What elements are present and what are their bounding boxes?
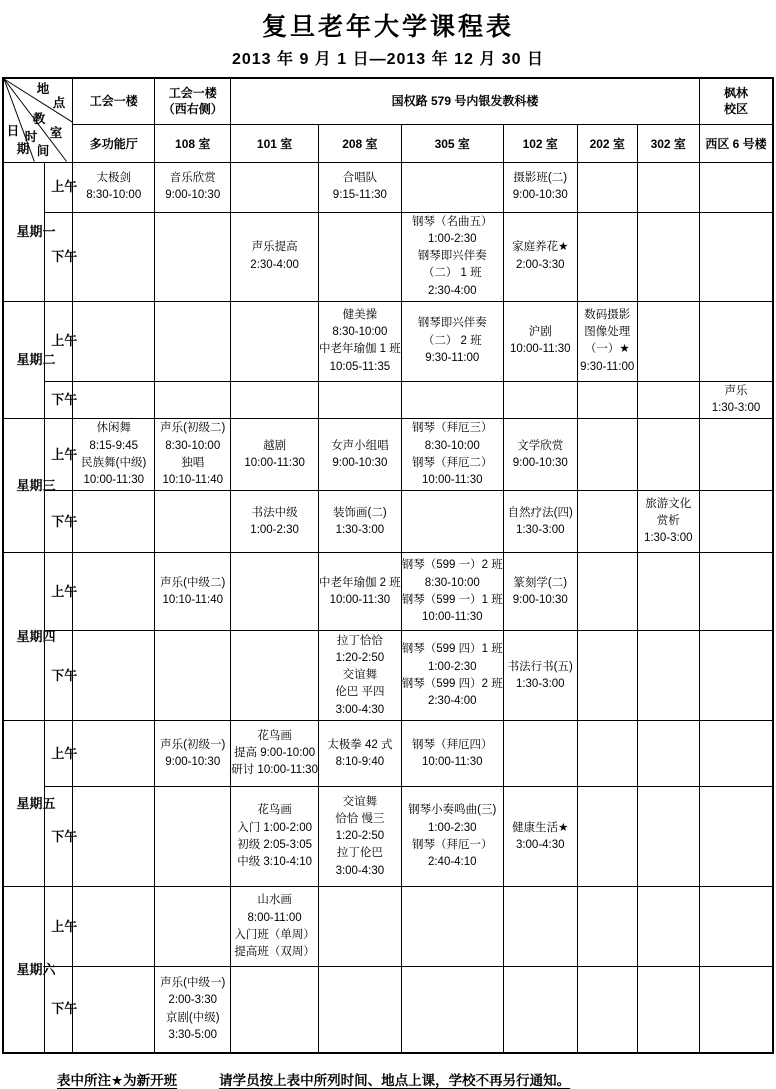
time-label-text: 上午 [51, 918, 78, 934]
schedule-cell [155, 631, 231, 721]
day-label-text: 星期三 [16, 478, 56, 494]
course-line: 钢琴即兴伴奏 [417, 317, 487, 330]
schedule-cell [577, 212, 637, 301]
schedule-cell [637, 381, 699, 419]
corner-label-char: 点 [52, 96, 66, 110]
schedule-cell [577, 887, 637, 967]
course-line: 3:30-5:00 [168, 1028, 218, 1041]
time-label-text: 下午 [51, 513, 78, 529]
course-line: 1:00-2:30 [427, 232, 477, 245]
location-header-line: 国权路 579 号内银发教科楼 [391, 94, 539, 109]
schedule-cell [401, 491, 503, 553]
course-line: 9:00-10:30 [332, 456, 388, 469]
schedule-cell [503, 721, 577, 787]
course-line: 8:30-10:00 [424, 439, 480, 452]
course-line: 3:00-4:30 [335, 703, 385, 716]
schedule-cell [577, 419, 637, 491]
schedule-cell [503, 212, 577, 301]
schedule-cell [318, 887, 401, 967]
schedule-cell [699, 887, 773, 967]
course-line: 9:00-10:30 [165, 189, 221, 201]
schedule-cell [577, 491, 637, 553]
course-line: 钢琴（599 四）2 班 [401, 677, 503, 690]
course-line: 钢琴（599 一）2 班 [401, 559, 503, 572]
schedule-cell [401, 787, 503, 887]
schedule-cell [699, 301, 773, 381]
course-line: 数码摄影 [584, 308, 631, 321]
course-line: 1:20-2:50 [335, 651, 385, 664]
schedule-cell [318, 381, 401, 419]
schedule-title: 复旦老年大学课程表 [261, 13, 514, 41]
schedule-cell [155, 553, 231, 631]
schedule-cell [73, 491, 155, 553]
day-label [3, 721, 56, 887]
course-line: 2:00-3:30 [515, 258, 565, 271]
schedule-cell [401, 162, 503, 212]
course-line: 声乐(初级二) [160, 422, 226, 435]
time-label-text: 上午 [51, 178, 78, 194]
schedule-cell [231, 491, 319, 553]
room-header: 多功能厅 [73, 124, 155, 162]
course-line: 钢琴（拜厄一） [412, 838, 493, 851]
schedule-cell [699, 721, 773, 787]
course-line: 2:30-4:00 [250, 258, 299, 271]
course-line: 太极拳 42 式 [327, 738, 393, 751]
course-line: 10:00-11:30 [244, 456, 305, 469]
schedule-cell [637, 967, 699, 1053]
schedule-cell [503, 787, 577, 887]
schedule-cell [318, 162, 401, 212]
schedule-cell [318, 721, 401, 787]
schedule-cell [401, 553, 503, 631]
time-label-text: 下午 [51, 828, 78, 844]
schedule-cell [155, 419, 231, 491]
course-line: 伦巴 平四 [335, 686, 385, 699]
day-label [3, 301, 56, 419]
course-line: 9:00-10:30 [512, 189, 568, 201]
course-line: 1:00-2:30 [427, 660, 477, 673]
time-label-text: 下午 [51, 667, 78, 683]
room-header: 101 室 [231, 124, 319, 162]
course-line: 8:30-10:00 [332, 326, 388, 338]
day-label [3, 887, 56, 1053]
course-line: 健康生活★ [512, 821, 569, 834]
course-line: 书法中级 [251, 506, 298, 519]
course-line: 8:10-9:40 [335, 755, 385, 768]
schedule-cell [73, 721, 155, 787]
schedule-subtitle: 2013 年 9 月 1 日—2013 年 12 月 30 日 [231, 51, 545, 68]
course-line: 恰恰 慢三 [335, 812, 385, 825]
schedule-table-host [0, 77, 776, 1054]
location-header-line: 校区 [723, 102, 748, 117]
footer-note-2: 请学员按上表中所列时间、地点上课，学校不再另行通知。 [219, 1072, 571, 1088]
schedule-cell [155, 301, 231, 381]
time-label-text: 下午 [51, 1001, 78, 1017]
course-line: 钢琴（599 四）1 班 [401, 643, 503, 656]
time-label-text: 上午 [51, 446, 78, 462]
course-line: 2:30-4:00 [427, 284, 477, 297]
time-label-text: 上午 [51, 745, 78, 761]
course-line: 10:10-11:40 [162, 474, 223, 486]
schedule-cell [401, 419, 503, 491]
schedule-cell [699, 212, 773, 301]
schedule-cell [699, 787, 773, 887]
schedule-cell [73, 631, 155, 721]
course-line: 9:00-10:30 [512, 593, 568, 606]
room-header: 102 室 [503, 124, 577, 162]
schedule-cell [577, 162, 637, 212]
day-label [3, 553, 56, 721]
location-header [73, 78, 155, 124]
course-line: 文学欣赏 [517, 439, 564, 452]
day-label [3, 162, 56, 301]
course-line: （二） 2 班 [422, 334, 482, 347]
day-label-text: 星期六 [16, 961, 56, 977]
schedule-cell [155, 721, 231, 787]
schedule-cell [699, 967, 773, 1053]
course-line: 拉丁伦巴 [336, 847, 383, 860]
course-line: 提高 9:00-10:00 [234, 747, 316, 760]
course-line: 2:30-4:00 [427, 695, 477, 707]
course-line: 中级 3:10-4:10 [237, 856, 312, 868]
schedule-cell [231, 721, 319, 787]
schedule-cell [637, 553, 699, 631]
course-line: 2:00-3:30 [168, 994, 218, 1007]
schedule-cell [155, 381, 231, 419]
schedule-cell [637, 301, 699, 381]
course-line: 10:00-11:30 [83, 474, 144, 486]
course-line: 篆刻学(二) [513, 576, 568, 589]
schedule-cell [577, 553, 637, 631]
schedule-cell [503, 491, 577, 553]
course-line: 中老年瑜伽 1 班 [318, 343, 401, 356]
schedule-cell [503, 381, 577, 419]
course-line: 太极剑 [96, 171, 131, 184]
time-label-text: 下午 [51, 391, 78, 407]
course-line: 摄影班(二) [513, 171, 568, 184]
schedule-cell [637, 162, 699, 212]
schedule-cell [231, 301, 319, 381]
course-line: 中老年瑜伽 2 班 [318, 576, 401, 589]
schedule-cell [577, 631, 637, 721]
course-line: 8:30-10:00 [424, 576, 480, 589]
course-line: 8:30-10:00 [86, 189, 142, 201]
schedule-cell [503, 631, 577, 721]
location-header-line: 枫林 [723, 86, 748, 101]
schedule-cell [699, 162, 773, 212]
schedule-cell [699, 553, 773, 631]
schedule-cell [699, 381, 773, 419]
schedule-cell [318, 212, 401, 301]
schedule-cell [401, 212, 503, 301]
schedule-cell [73, 787, 155, 887]
schedule-cell [318, 419, 401, 491]
schedule-cell [318, 491, 401, 553]
schedule-cell [401, 887, 503, 967]
course-line: 山水画 [257, 894, 292, 907]
room-header: 西区 6 号楼 [699, 124, 773, 162]
course-line: 花鸟画 [257, 804, 292, 817]
course-line: 钢琴小奏鸣曲(三) [408, 804, 497, 817]
course-line: 10:00-11:30 [421, 611, 483, 623]
time-label [45, 631, 78, 721]
course-line: 9:30-11:00 [580, 360, 635, 373]
course-line: 家庭养花★ [512, 241, 569, 254]
course-line: 声乐(中级二) [160, 576, 226, 589]
schedule-cell [637, 787, 699, 887]
course-line: 京剧(中级) [165, 1011, 220, 1024]
schedule-cell [401, 301, 503, 381]
course-line: 1:00-2:30 [427, 821, 477, 834]
corner-label-char: 时 [24, 130, 38, 144]
course-line: 交谊舞 [342, 795, 378, 808]
course-line: 休闲舞 [96, 422, 131, 435]
course-line: 1:20-2:50 [335, 830, 385, 843]
course-line: 10:00-11:30 [421, 474, 483, 486]
time-label-text: 下午 [51, 248, 78, 264]
location-header [699, 78, 773, 124]
time-label [45, 381, 78, 419]
time-label [45, 887, 78, 967]
course-line: 提高班（双周） [234, 946, 315, 958]
course-line: 钢琴（拜厄二） [412, 456, 493, 469]
schedule-cell [637, 631, 699, 721]
course-line: 声乐 [724, 384, 748, 397]
schedule-cell [637, 887, 699, 967]
course-line: 10:00-11:30 [421, 755, 483, 768]
location-header [231, 78, 700, 124]
footer [0, 1069, 776, 1089]
schedule-cell [231, 162, 319, 212]
time-label [45, 553, 78, 631]
schedule-cell [637, 212, 699, 301]
time-label [45, 491, 78, 553]
schedule-cell [73, 419, 155, 491]
course-line: （二） 1 班 [422, 267, 482, 280]
course-line: 1:00-2:30 [250, 523, 299, 536]
course-line: 1:30-3:00 [643, 532, 693, 545]
corner-label-char: 地 [36, 82, 50, 96]
location-header-line: （西右侧） [162, 102, 223, 117]
course-line: 合唱队 [342, 171, 378, 184]
course-line: 钢琴（拜厄三） [412, 422, 493, 435]
course-line: 入门 1:00-2:00 [237, 821, 312, 834]
course-line: 9:15-11:30 [332, 189, 387, 201]
schedule-cell [318, 301, 401, 381]
course-line: 研讨 10:00-11:30 [231, 764, 318, 777]
schedule-cell [401, 381, 503, 419]
schedule-cell [503, 162, 577, 212]
course-line: 女声小组唱 [331, 439, 389, 452]
schedule-cell [73, 381, 155, 419]
course-line: 声乐(初级一) [160, 738, 226, 751]
schedule-cell [577, 301, 637, 381]
schedule-cell [318, 553, 401, 631]
schedule-cell [503, 553, 577, 631]
course-line: 9:30-11:00 [425, 351, 480, 364]
course-line: 健美操 [342, 308, 378, 321]
schedule-cell [577, 721, 637, 787]
course-line: 1:30-3:00 [711, 402, 761, 414]
schedule-cell [699, 491, 773, 553]
schedule-cell [699, 419, 773, 491]
schedule-cell [577, 967, 637, 1053]
course-line: 钢琴即兴伴奏 [417, 250, 487, 262]
schedule-cell [637, 721, 699, 787]
schedule-cell [73, 301, 155, 381]
schedule-cell [637, 491, 699, 553]
schedule-cell [231, 967, 319, 1053]
course-line: 交谊舞 [342, 669, 378, 682]
location-header [155, 78, 231, 124]
schedule-cell [155, 162, 231, 212]
course-line: 装饰画(二) [333, 506, 387, 519]
course-line: 书法行书(五) [507, 660, 573, 673]
course-line: 越剧 [263, 439, 287, 452]
course-line: 1:30-3:00 [335, 523, 385, 536]
course-line: 花鸟画 [257, 729, 292, 742]
course-line: 赏析 [656, 515, 680, 528]
schedule-cell [577, 381, 637, 419]
schedule-cell [155, 967, 231, 1053]
course-line: 民族舞(中级) [81, 456, 147, 469]
course-line: 自然疗法(四) [507, 506, 573, 519]
schedule-cell [231, 419, 319, 491]
day-label [3, 419, 56, 553]
schedule-cell [231, 212, 319, 301]
room-header: 305 室 [401, 124, 503, 162]
schedule-cell [318, 787, 401, 887]
course-line: 3:00-4:30 [515, 838, 565, 851]
schedule-cell [318, 967, 401, 1053]
schedule-cell [231, 631, 319, 721]
course-line: 2:40-4:10 [427, 856, 477, 868]
course-line: 沪剧 [528, 326, 552, 338]
room-header: 108 室 [155, 124, 231, 162]
course-line: 8:00-11:00 [247, 911, 302, 924]
course-line: 3:00-4:30 [335, 864, 385, 877]
schedule-cell [155, 887, 231, 967]
schedule-cell [503, 419, 577, 491]
course-line: 10:00-11:30 [509, 343, 571, 356]
course-line: 8:30-10:00 [165, 439, 221, 452]
corner-label-char: 教 [32, 112, 46, 126]
course-line: 8:15-9:45 [89, 439, 139, 452]
schedule-cell [503, 887, 577, 967]
corner-label-char: 室 [49, 126, 63, 140]
location-header-line: 工会一楼 [168, 86, 217, 101]
schedule-table [2, 77, 775, 1054]
course-line: 10:00-11:30 [329, 593, 391, 606]
room-header: 208 室 [318, 124, 401, 162]
schedule-cell [155, 491, 231, 553]
course-line: 音乐欣赏 [169, 171, 216, 184]
course-line: 9:00-10:30 [512, 456, 568, 469]
schedule-cell [637, 419, 699, 491]
day-label-text: 星期一 [16, 223, 56, 239]
course-line: 图像处理 [584, 326, 631, 338]
day-label-text: 星期二 [16, 352, 56, 368]
course-line: 1:30-3:00 [515, 677, 565, 690]
course-line: 钢琴（名曲五） [412, 215, 493, 228]
footer-note-1: 表中所注★为新开班 [57, 1072, 178, 1088]
course-line: 声乐(中级一) [160, 977, 226, 989]
corner-label-char: 期 [16, 142, 30, 156]
time-label [45, 721, 78, 787]
course-line: 1:30-3:00 [515, 523, 565, 536]
time-label [45, 162, 78, 212]
schedule-cell [577, 787, 637, 887]
room-header: 202 室 [577, 124, 637, 162]
schedule-cell [73, 212, 155, 301]
schedule-cell [401, 631, 503, 721]
course-line: 独唱 [181, 456, 205, 469]
schedule-cell [231, 553, 319, 631]
course-line: 初级 2:05-3:05 [237, 838, 312, 851]
schedule-cell [231, 381, 319, 419]
schedule-cell [73, 162, 155, 212]
location-header-line: 工会一楼 [89, 94, 138, 109]
schedule-cell [503, 967, 577, 1053]
schedule-cell [155, 787, 231, 887]
schedule-cell [318, 631, 401, 721]
room-header: 302 室 [637, 124, 699, 162]
schedule-cell [73, 553, 155, 631]
schedule-cell [231, 787, 319, 887]
schedule-cell [155, 212, 231, 301]
time-label [45, 301, 78, 381]
schedule-cell [73, 967, 155, 1053]
time-label [45, 967, 78, 1053]
schedule-cell [231, 887, 319, 967]
course-line: 10:05-11:35 [329, 360, 391, 373]
schedule-cell [503, 301, 577, 381]
day-label-text: 星期五 [16, 796, 56, 812]
schedule-cell [401, 721, 503, 787]
course-line: （一）★ [584, 343, 630, 356]
time-label-text: 上午 [51, 583, 78, 599]
corner-label-char: 日 [6, 124, 20, 138]
schedule-cell [73, 887, 155, 967]
course-line: 10:10-11:40 [162, 593, 223, 606]
course-line: 入门班（单周） [234, 928, 315, 941]
schedule-cell [401, 967, 503, 1053]
corner-header [3, 78, 73, 162]
course-line: 旅游文化 [645, 497, 692, 510]
course-line: 钢琴（拜厄四） [412, 738, 493, 751]
time-label-text: 上午 [51, 333, 78, 349]
day-label-text: 星期四 [16, 629, 56, 645]
corner-label-char: 间 [36, 144, 50, 158]
course-line: 钢琴（599 一）1 班 [401, 593, 503, 606]
schedule-cell [699, 631, 773, 721]
course-line: 9:00-10:30 [165, 755, 221, 768]
course-line: 拉丁恰恰 [336, 634, 383, 647]
course-line: 声乐提高 [251, 241, 298, 254]
